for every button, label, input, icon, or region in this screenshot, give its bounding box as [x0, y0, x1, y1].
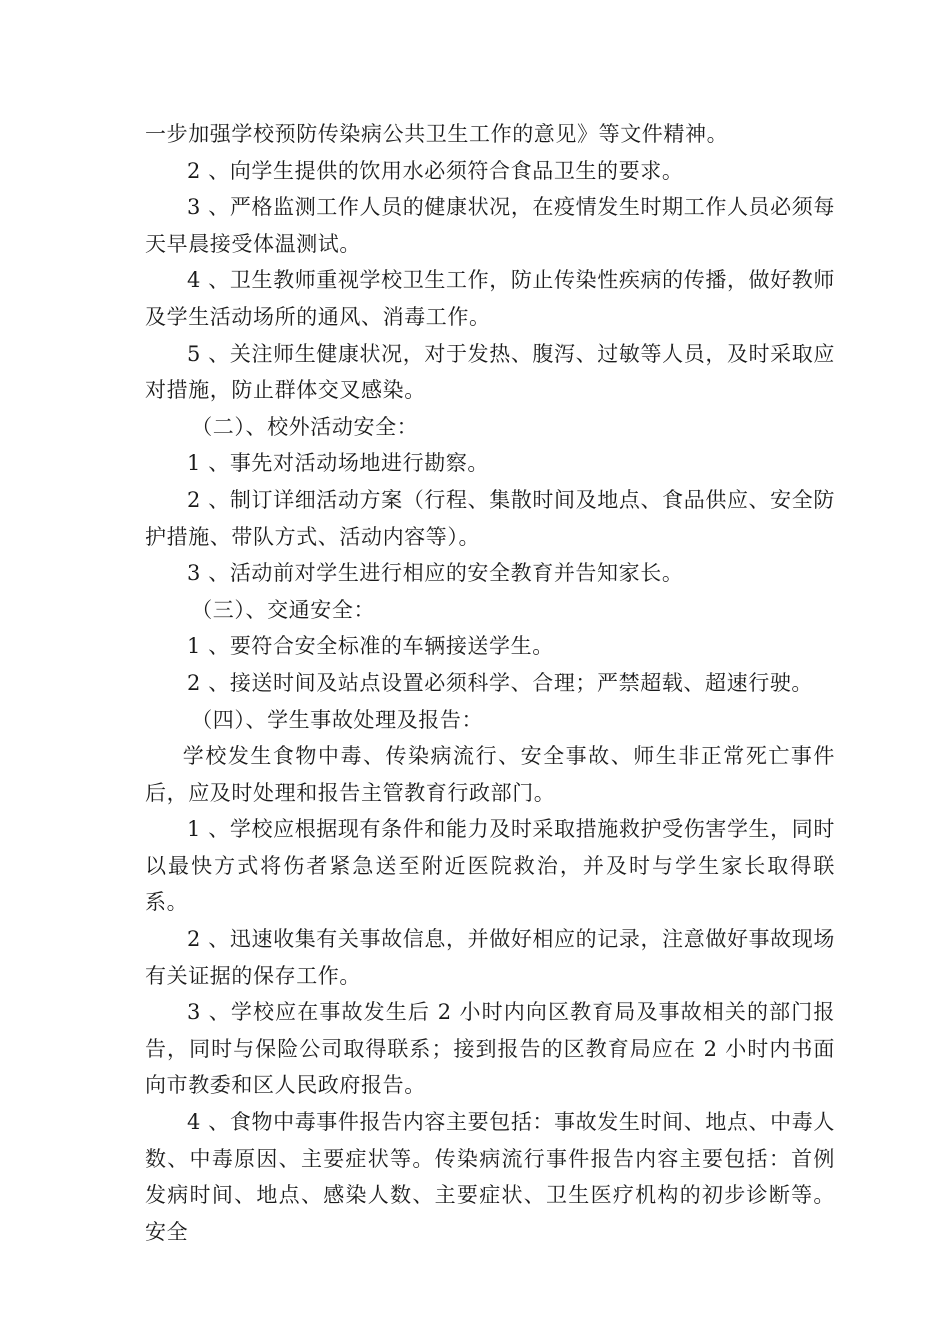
paragraph: 3 、学校应在事故发生后 2 小时内向区教育局及事故相关的部门报告，同时与保险公司取得联系；接到报告的区教育局应在 2 小时内书面向市教委和区人民政府报告。	[145, 1000, 835, 1098]
paragraph: 4 、食物中毒事件报告内容主要包括：事故发生时间、地点、中毒人数、中毒原因、主要症状等。传染病流行事件报告内容主要包括：首例发病时间、地点、感染人数、主要症状、卫生医疗机构的初步诊断等。安全	[145, 1110, 835, 1244]
paragraph: 2 、迅速收集有关事故信息，并做好相应的记录，注意做好事故现场有关证据的保存工作。	[145, 927, 835, 988]
paragraph: 2 、接送时间及站点设置必须科学、合理；严禁超载、超速行驶。	[187, 670, 814, 695]
paragraph: 3 、严格监测工作人员的健康状况，在疫情发生时期工作人员必须每天早晨接受体温测试。	[145, 195, 835, 256]
section-heading: （三）、交通安全：	[191, 597, 376, 622]
section-heading: （二）、校外活动安全：	[191, 414, 419, 439]
paragraph: 2 、向学生提供的饮用水必须符合食品卫生的要求。	[187, 158, 684, 183]
paragraph: 2 、制订详细活动方案（行程、集散时间及地点、食品供应、安全防护措施、带队方式、活动内容等）。	[145, 487, 835, 549]
section-heading: （四）、学生事故处理及报告：	[191, 707, 484, 732]
paragraph: 学校发生食物中毒、传染病流行、安全事故、师生非正常死亡事件后，应及时处理和报告主管教育行政部门。	[145, 744, 835, 805]
paragraph: 4 、卫生教师重视学校卫生工作，防止传染性疾病的传播，做好教师及学生活动场所的通风、消毒工作。	[145, 268, 835, 329]
paragraph: 1 、要符合安全标准的车辆接送学生。	[187, 634, 554, 659]
document-body	[145, 116, 835, 1250]
paragraph: 一步加强学校预防传染病公共卫生工作的意见》等文件精神。	[145, 122, 729, 146]
paragraph: 5 、关注师生健康状况，对于发热、腹泻、过敏等人员，及时采取应对措施，防止群体交叉感染。	[145, 341, 835, 403]
paragraph: 1 、学校应根据现有条件和能力及时采取措施救护受伤害学生，同时以最快方式将伤者紧急送至附近医院救治，并及时与学生家长取得联系。	[145, 817, 835, 915]
paragraph: 1 、事先对活动场地进行勘察。	[187, 451, 490, 476]
paragraph: 3 、活动前对学生进行相应的安全教育并告知家长。	[187, 561, 684, 586]
